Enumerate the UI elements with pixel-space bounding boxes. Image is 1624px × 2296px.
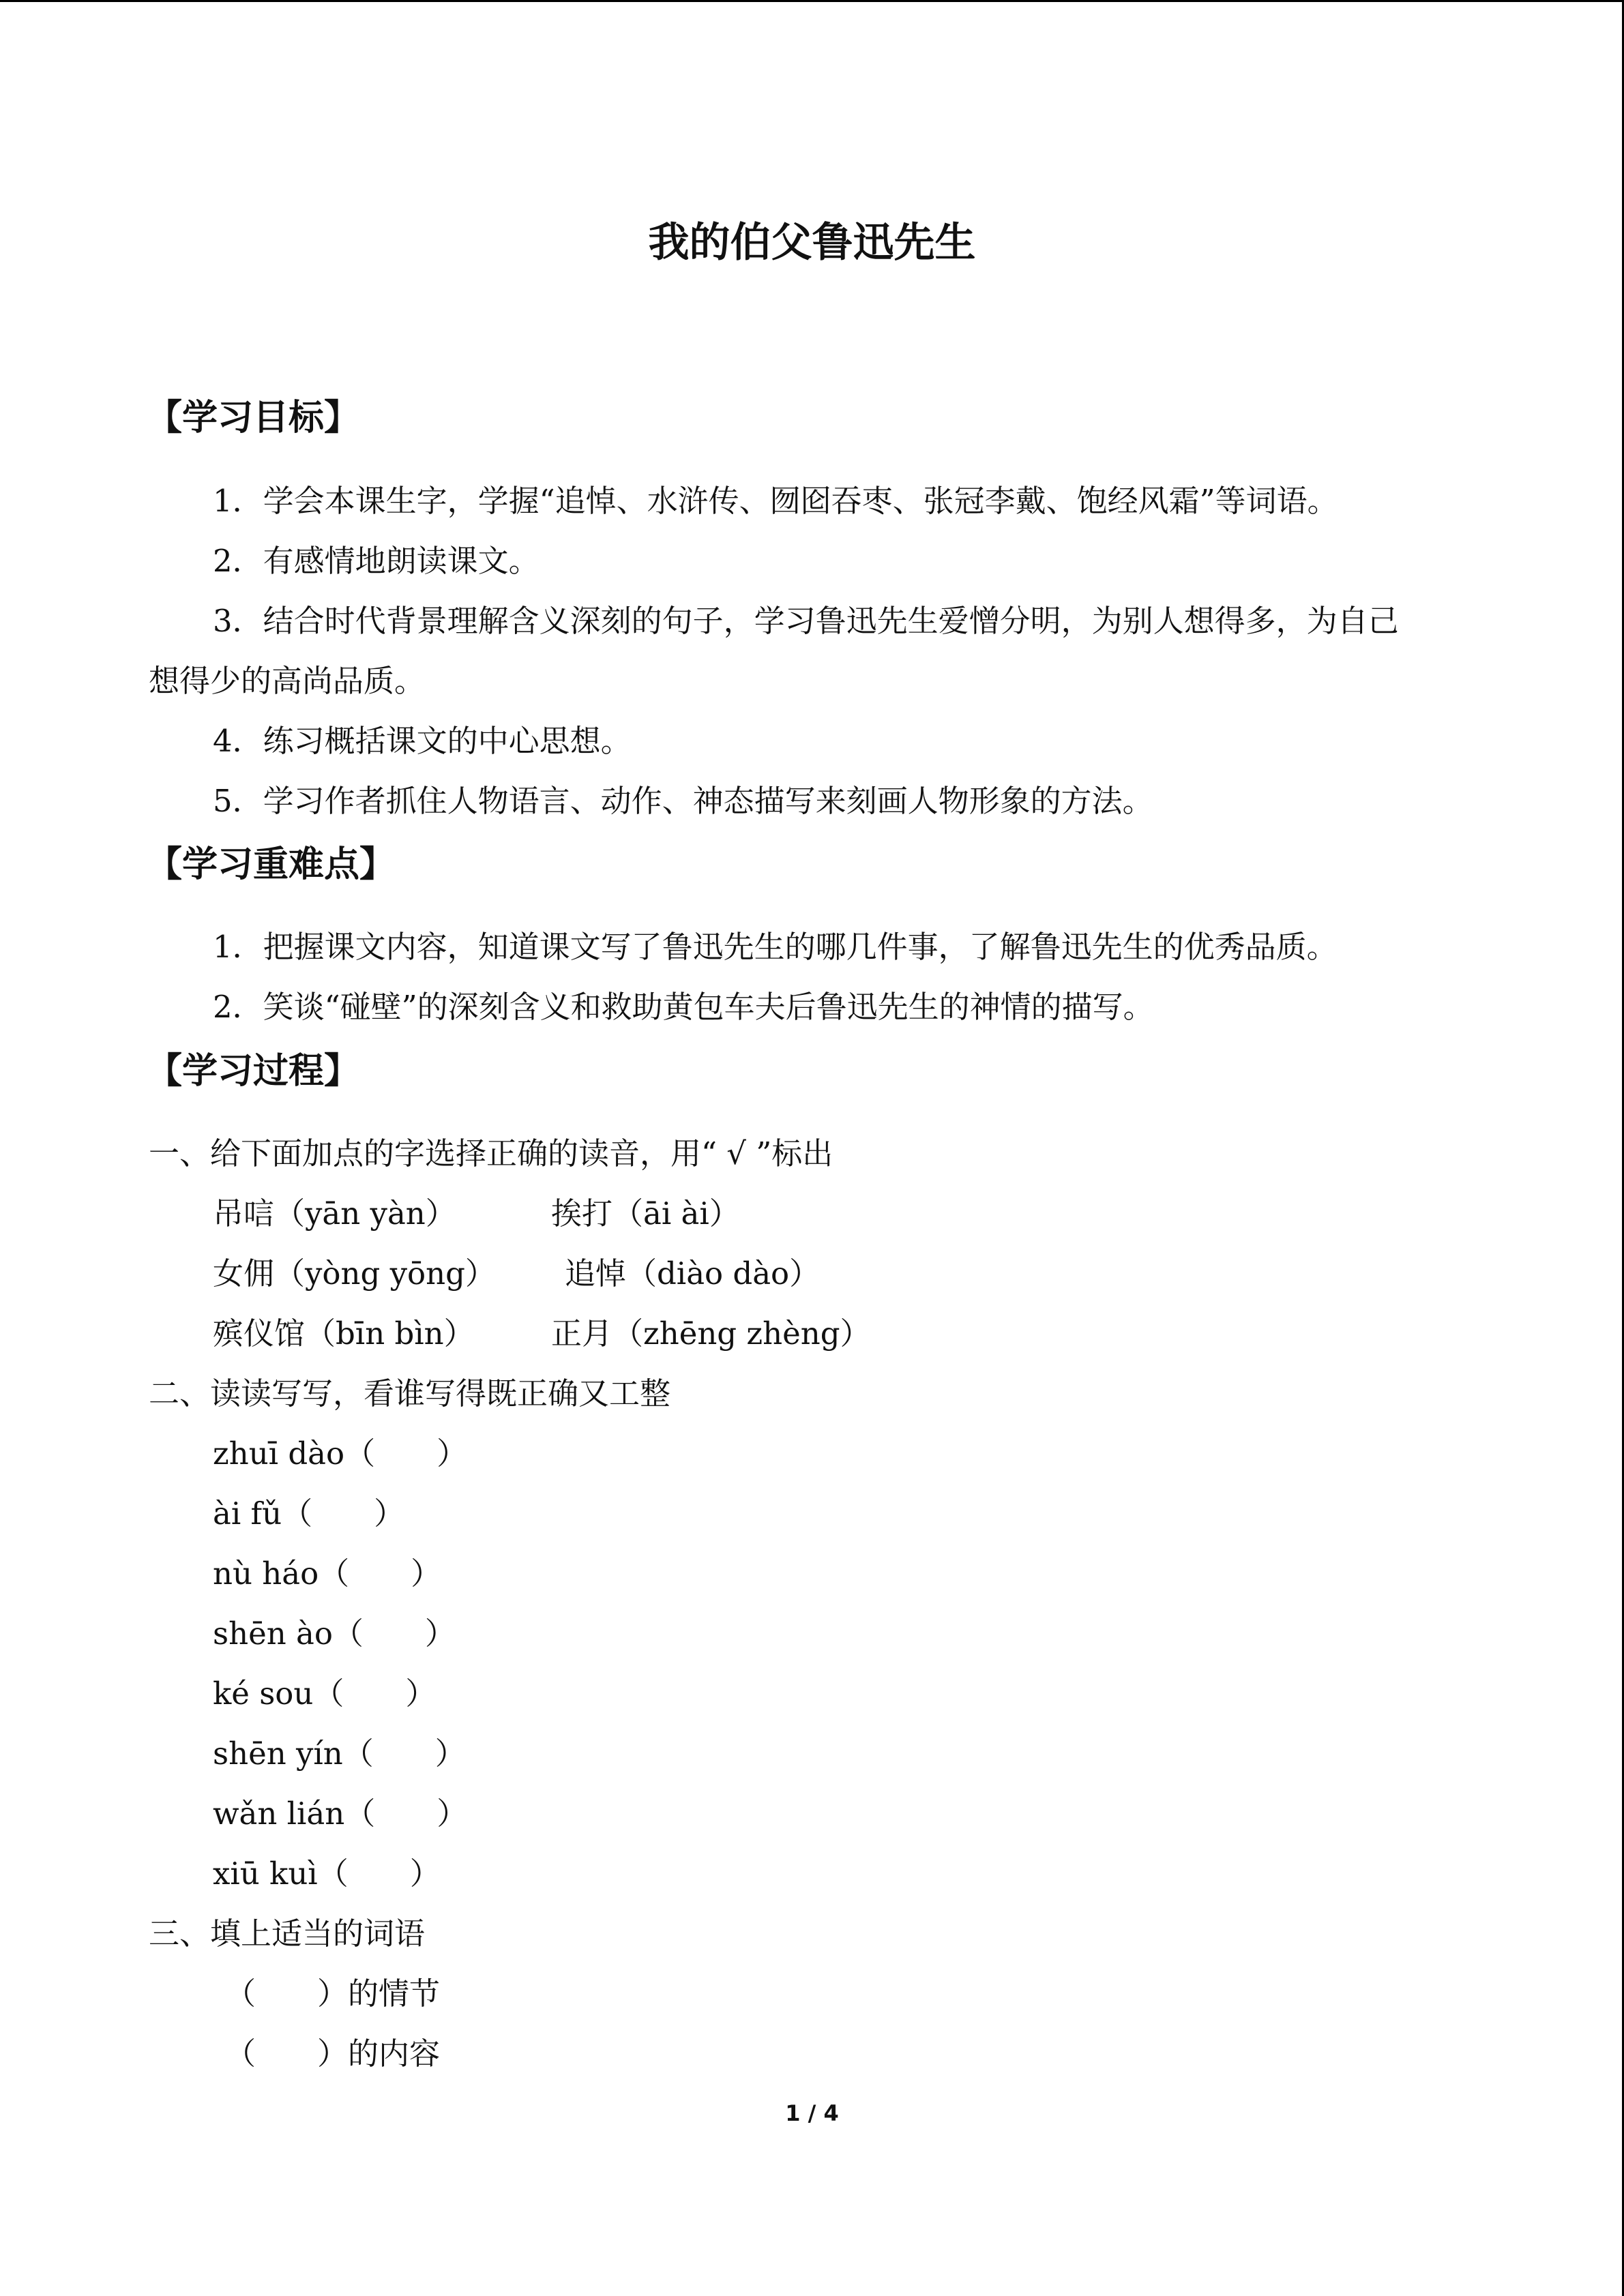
goal-item-1: 1．学会本课生字，学握“追悼、水浒传、囫囵吞枣、张冠李戴、饱经风霜”等词语。 (213, 483, 1338, 519)
section-heading-goals: 【学习目标】 (147, 398, 360, 438)
goal-item-5: 5．学习作者抓住人物语言、动作、神态描写来刻画人物形象的方法。 (213, 783, 1153, 819)
page-border-top (0, 0, 1624, 2)
q2-item-6: shēn yín（ ） (213, 1735, 466, 1772)
q1-option-3b: 正月（zhēng zhèng） (551, 1315, 871, 1352)
q2-item-7: wǎn lián（ ） (213, 1795, 468, 1832)
goal-item-2: 2．有感情地朗读课文。 (213, 543, 540, 579)
q2-item-1: zhuī dào（ ） (213, 1435, 468, 1472)
q1-option-1a: 吊唁（yān yàn） (213, 1195, 456, 1232)
section-heading-key-points: 【学习重难点】 (147, 844, 396, 885)
q3-item-2: （ ）的内容 (225, 2036, 441, 2072)
question-1-prompt: 一、给下面加点的字选择正确的读音，用“ √ ”标出 (149, 1135, 833, 1172)
q1-option-2b: 追悼（diào dào） (565, 1255, 821, 1292)
page-title: 我的伯父鲁迅先生 (648, 219, 976, 267)
goal-item-3-continued: 想得少的高尚品质。 (149, 663, 426, 699)
key-point-item-2: 2．笑谈“碰壁”的深刻含义和救助黄包车夫后鲁迅先生的神情的描写。 (213, 989, 1154, 1025)
key-point-item-1: 1．把握课文内容，知道课文写了鲁迅先生的哪几件事，了解鲁迅先生的优秀品质。 (213, 929, 1338, 965)
goal-item-3: 3．结合时代背景理解含义深刻的句子，学习鲁迅先生爱憎分明，为别人想得多，为自己 (213, 603, 1399, 639)
page-number: 1 / 4 (785, 2100, 839, 2126)
q2-item-5: ké sou（ ） (213, 1675, 437, 1712)
q2-item-3: nù háo（ ） (213, 1555, 442, 1592)
q1-option-3a: 殡仪馆（bīn bìn） (213, 1315, 475, 1352)
q1-option-2a: 女佣（yòng yōng） (213, 1255, 496, 1292)
q1-option-1b: 挨打（āi ài） (551, 1195, 740, 1232)
section-heading-process: 【学习过程】 (147, 1051, 360, 1092)
question-2-prompt: 二、读读写写，看谁写得既正确又工整 (149, 1375, 671, 1412)
q2-item-2: ài fǔ（ ） (213, 1495, 405, 1532)
goal-item-4: 4．练习概括课文的中心思想。 (213, 723, 632, 759)
question-3-prompt: 三、填上适当的词语 (149, 1915, 426, 1952)
q2-item-8: xiū kuì（ ） (213, 1855, 441, 1892)
q3-item-1: （ ）的情节 (225, 1976, 441, 2012)
q2-item-4: shēn ào（ ） (213, 1615, 456, 1652)
